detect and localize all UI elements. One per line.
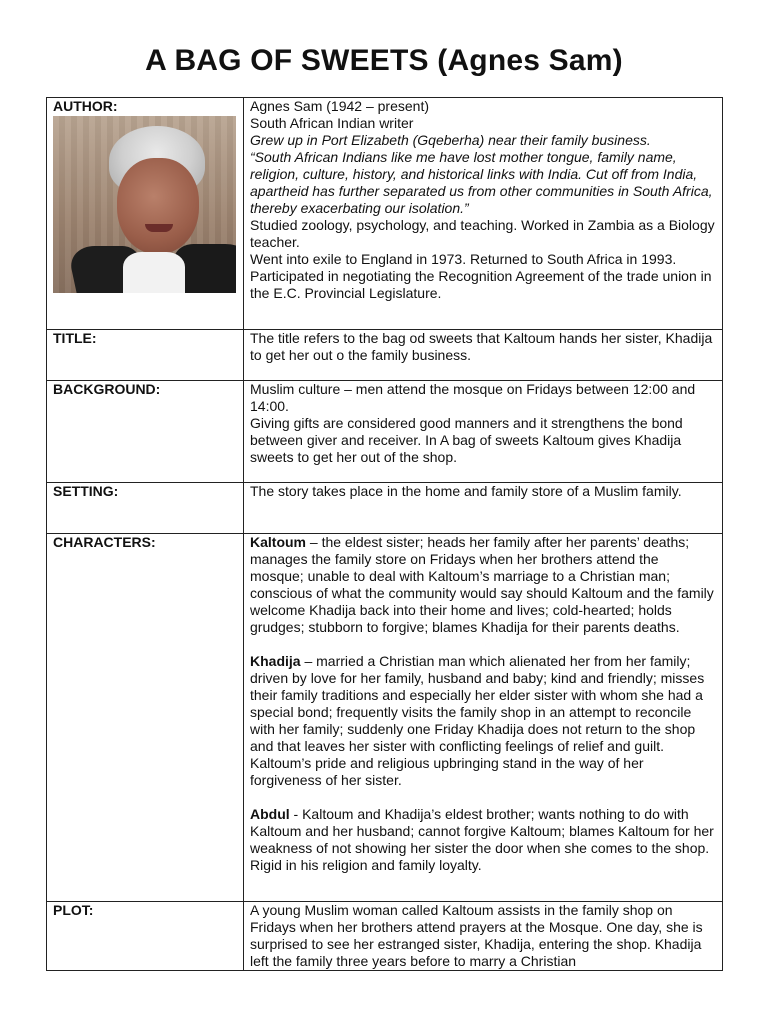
author-upbringing: Grew up in Port Elizabeth (Gqeberha) near their family business. [250,132,651,148]
author-union: Participated in negotiating the Recognition Agreement of the trade union in the E.C. Provincial Legislature. [250,268,712,301]
row-label: TITLE: [53,330,97,346]
row-content-cell [244,902,723,971]
setting-text: The story takes place in the home and family store of a Muslim family. [250,483,682,499]
row-label-cell [47,381,244,483]
row-label-cell [47,483,244,534]
row-label: PLOT: [53,902,94,918]
author-photo-icon [53,116,236,293]
character-desc: - Kaltoum and Khadija’s eldest brother; wants nothing to do with Kaltoum and her husband; cannot forgive Kaltoum; blames Kaltoum for her weakness of not showing her sister the door when she comes to the shop. Rigid in his religion and family loyalty. [250,806,714,873]
row-label: CHARACTERS: [53,534,156,550]
character-entry [250,806,716,874]
background-line: Giving gifts are considered good manners and it strengthens the bond between giver and receiver. In A bag of sweets Kaltoum gives Khadija sweets to get her out of the shop. [250,415,683,465]
row-label-cell [47,534,244,902]
row-label-cell [47,98,244,330]
row-label: BACKGROUND: [53,381,161,397]
character-desc: – married a Christian man which alienated her from her family; driven by love for her family, husband and baby; kind and friendly; misses their family traditions and especially her elder sister with whom she had a special bond; frequently visits the family shop in an attempt to reconcile with her family; suddenly one Friday Khadija does not return to the shop and that leaves her sister with conflicting feelings of relief and guilt. Kaltoum’s pride and religious upbringing stand in the way of her forgiveness of her sister. [250,653,705,788]
row-label-cell [47,902,244,971]
page-title: A BAG OF SWEETS (Agnes Sam) [145,44,623,77]
row-content-cell [244,483,723,534]
character-desc: – the eldest sister; heads her family after her parents’ deaths; manages the family store on Fridays when her brothers attend the mosque; unable to deal with Kaltoum’s marriage to a Christian man; conscious of what the community would say should Kaltoum and the family welcome Khadija back into their home and lives; cold-hearted; holds grudges; stubborn to forgive; blames Khadija for their parents deaths. [250,534,714,635]
character-name: Abdul [250,806,290,822]
plot-text: A young Muslim woman called Kaltoum assists in the family shop on Fridays when her brothers attend prayers at the Mosque. One day, she is surprised to see her estranged sister, Khadija, entering the shop. Khadija left the family three years before to marry a Christian [250,902,703,969]
character-entry [250,653,716,789]
table-row-title [47,330,723,381]
row-content-cell [244,98,723,330]
character-name: Kaltoum [250,534,306,550]
table-row-characters [47,534,723,902]
row-label: AUTHOR: [53,98,118,114]
row-content-cell [244,534,723,902]
row-label-cell [47,330,244,381]
character-name: Khadija [250,653,301,669]
table-row-author [47,98,723,330]
table-row-background [47,381,723,483]
title-text: The title refers to the bag od sweets that Kaltoum hands her sister, Khadija to get her out o the family business. [250,330,713,363]
author-education: Studied zoology, psychology, and teaching. Worked in Zambia as a Biology teacher. [250,217,715,250]
author-exile: Went into exile to England in 1973. Returned to South Africa in 1993. [250,251,677,267]
author-name: Agnes Sam (1942 – present) [250,98,429,114]
table-row-plot [47,902,723,971]
study-table [46,97,723,971]
character-entry [250,534,716,636]
author-quote: “South African Indians like me have lost mother tongue, family name, religion, culture, history, and historical links with India. Cut off from India, apartheid has further separated us from other communities in South Africa, thereby exacerbating our isolation.” [250,149,713,216]
row-content-cell [244,330,723,381]
author-nationality: South African Indian writer [250,115,414,131]
row-content-cell [244,381,723,483]
row-label: SETTING: [53,483,119,499]
background-line: Muslim culture – men attend the mosque on Fridays between 12:00 and 14:00. [250,381,696,414]
table-row-setting [47,483,723,534]
